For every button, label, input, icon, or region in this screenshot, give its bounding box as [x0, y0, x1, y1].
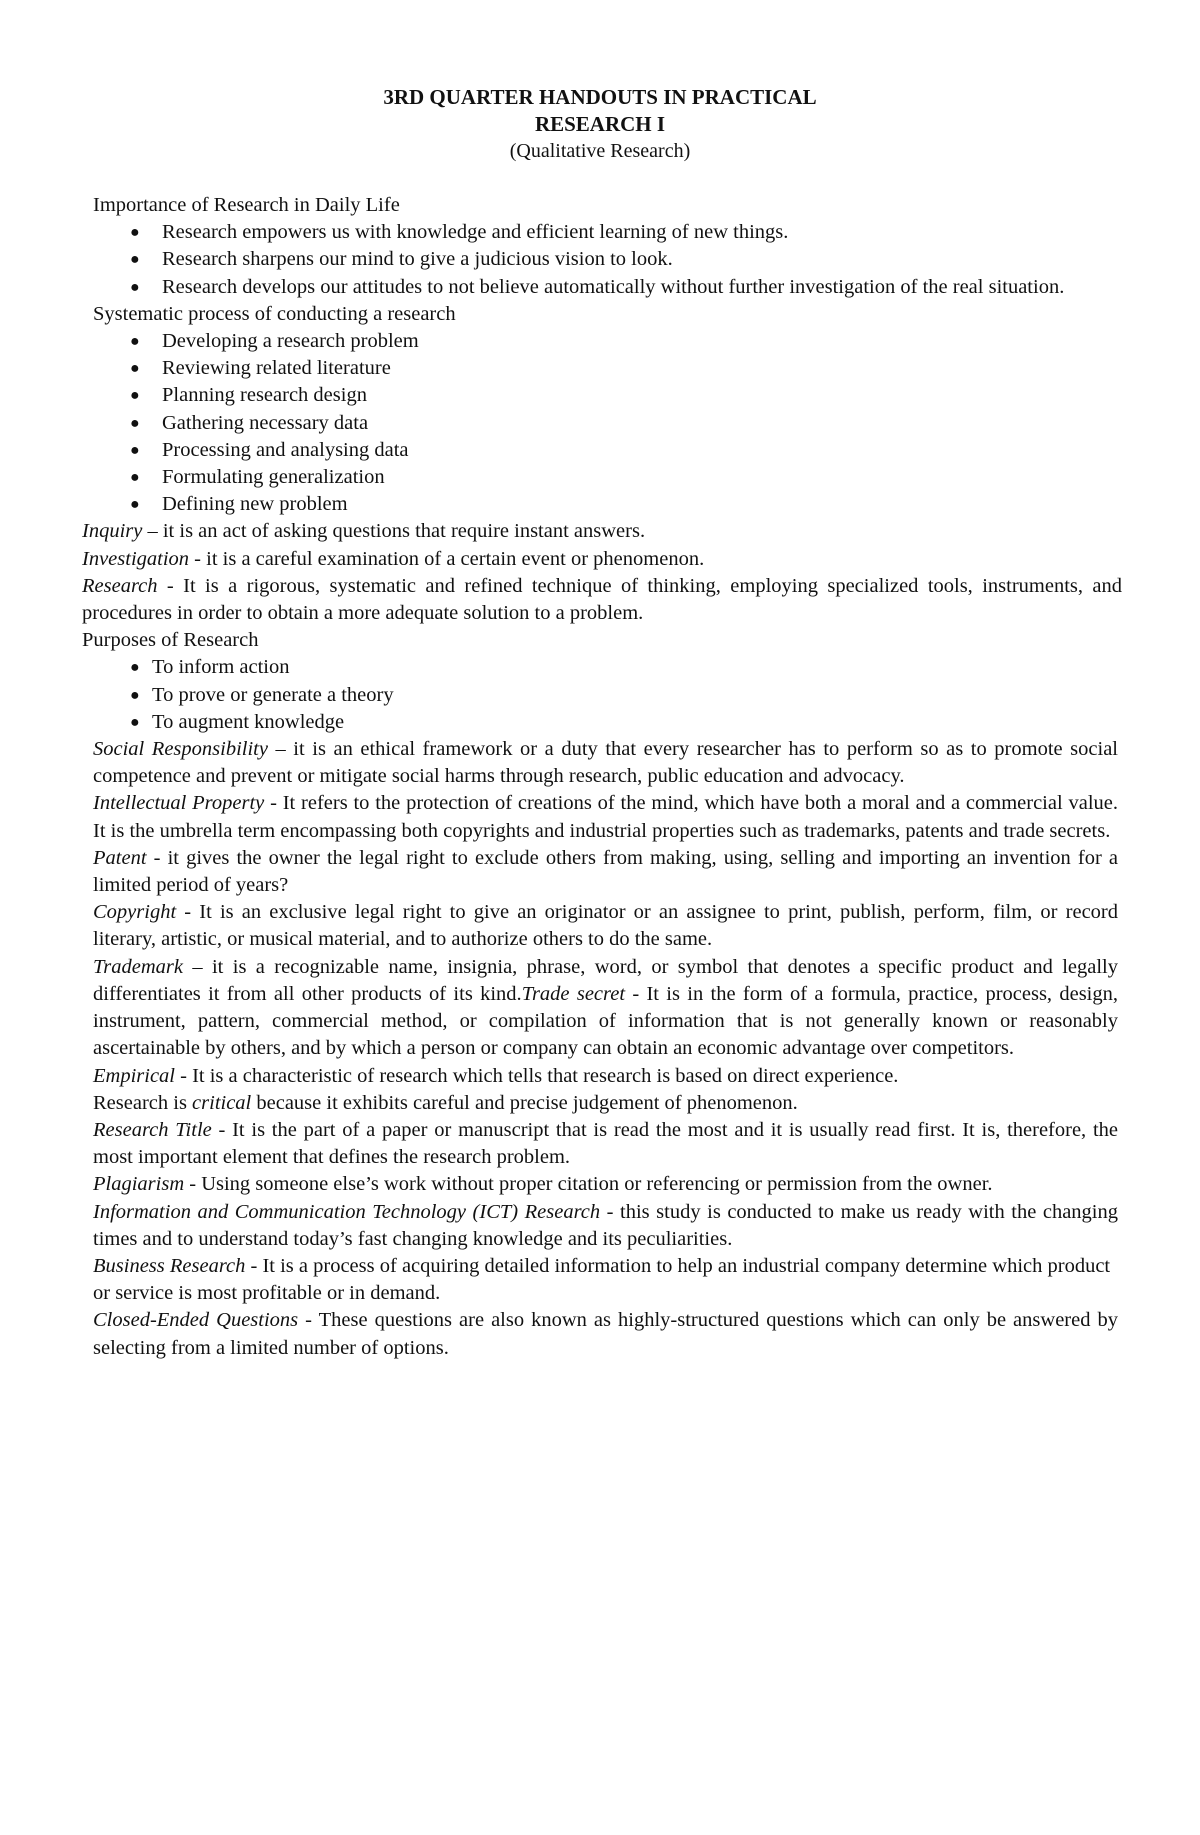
definition-inquiry: Inquiry – it is an act of asking questions that require instant answers.	[82, 520, 646, 543]
list-item: ● Developing a research problem	[82, 328, 1122, 355]
bullet-icon: ●	[130, 414, 140, 432]
definition-critical: Research is critical because it exhibits careful and precise judgement of phenomenon.	[93, 1091, 798, 1114]
list-item: ● Planning research design	[82, 382, 1122, 409]
bullet-icon: ●	[130, 387, 140, 405]
list-item: ● To inform action	[82, 654, 1122, 681]
bullet-icon: ●	[130, 686, 140, 704]
definition-investigation: Investigation - it is a careful examination of a certain event or phenomenon.	[82, 547, 705, 570]
bullet-icon: ●	[130, 496, 140, 514]
document-title	[0, 84, 1200, 166]
list-item: ● Processing and analysing data	[82, 437, 1122, 464]
definition-trademark: Trademark – it is a recognizable name, insignia, phrase, word, or symbol that denotes a specific product and legally differentiates it from all other products of its kind.Trade secret - It is in the form of a formula, practice, process, design, instrument, pattern, commercial method, or compilation of information that is not generally known or reasonably ascertainable by others, and by which a person or company can obtain an economic advantage over competitors.	[93, 955, 1118, 1060]
list-item: ● Formulating generalization	[82, 464, 1122, 491]
list-item: ● Gathering necessary data	[82, 410, 1122, 437]
definition-research-title: Research Title - It is the part of a paper or manuscript that is read the most and it is usually read first. It is, therefore, the most important element that defines the research problem.	[93, 1118, 1118, 1169]
bullet-icon: ●	[130, 278, 140, 296]
bullet-icon: ●	[130, 713, 140, 731]
definition-empirical: Empirical - It is a characteristic of research which tells that research is based on direct experience.	[93, 1064, 899, 1087]
bullet-icon: ●	[130, 333, 140, 351]
definition-patent: Patent - it gives the owner the legal right to exclude others from making, using, selling and importing an invention for a limited period of years?	[93, 846, 1118, 897]
list-item: ● Research sharpens our mind to give a judicious vision to look.	[82, 246, 1122, 273]
list-item: ● Research develops our attitudes to not believe automatically without further investigation of the real situation.	[82, 274, 1122, 301]
bullet-icon: ●	[130, 441, 140, 459]
bullet-icon: ●	[130, 224, 140, 242]
purposes-heading: Purposes of Research	[82, 629, 259, 652]
definition-closed-ended-questions: Closed-Ended Questions - These questions are also known as highly-structured questions which can only be answered by selecting from a limited number of options.	[93, 1309, 1118, 1359]
list-item: ● To augment knowledge	[82, 709, 1122, 736]
definition-business-research: Business Research - It is a process of acquiring detailed information to help an industrial company determine which product or service is most profitable or in demand.	[93, 1254, 1111, 1305]
list-item: ● Research empowers us with knowledge and efficient learning of new things.	[82, 219, 1122, 246]
bullet-icon: ●	[130, 251, 140, 269]
bullet-icon: ●	[130, 469, 140, 487]
document-body	[82, 192, 1122, 1362]
importance-list	[82, 219, 1122, 301]
definition-social-responsibility: Social Responsibility – it is an ethical framework or a duty that every researcher has to perform so as to promote social competence and prevent or mitigate social harms through research, public education and advocacy.	[93, 738, 1118, 788]
definition-research: Research - It is a rigorous, systematic and refined technique of thinking, employing specialized tools, instruments, and procedures in order to obtain a more adequate solution to a problem.	[82, 574, 1122, 625]
purposes-list	[82, 654, 1122, 736]
bullet-icon: ●	[130, 360, 140, 378]
definition-intellectual-property: Intellectual Property - It refers to the protection of creations of the mind, which have both a moral and a commercial value. It is the umbrella term encompassing both copyrights and industrial properties such as trademarks, patents and trade secrets.	[93, 792, 1118, 842]
definition-plagiarism: Plagiarism - Using someone else’s work without proper citation or referencing or permission from the owner.	[93, 1173, 993, 1196]
definition-ict-research: Information and Communication Technology (ICT) Research - this study is conducted to make us ready with the changing times and to understand today’s fast changing knowledge and its peculiarities.	[93, 1200, 1118, 1250]
subtitle: (Qualitative Research)	[509, 140, 691, 163]
list-item: ● Defining new problem	[82, 491, 1122, 518]
title-line-2: RESEARCH I	[534, 112, 666, 137]
definition-copyright: Copyright - It is an exclusive legal right to give an originator or an assignee to print, publish, perform, film, or record literary, artistic, or musical material, and to authorize others to do the same.	[93, 901, 1118, 951]
process-heading: Systematic process of conducting a research	[93, 302, 456, 325]
list-item: ● To prove or generate a theory	[82, 682, 1122, 709]
bullet-icon: ●	[130, 659, 140, 677]
importance-heading: Importance of Research in Daily Life	[93, 194, 400, 216]
process-list	[82, 328, 1122, 518]
title-line-1: 3RD QUARTER HANDOUTS IN PRACTICAL	[383, 85, 817, 109]
list-item: ● Reviewing related literature	[82, 355, 1122, 382]
